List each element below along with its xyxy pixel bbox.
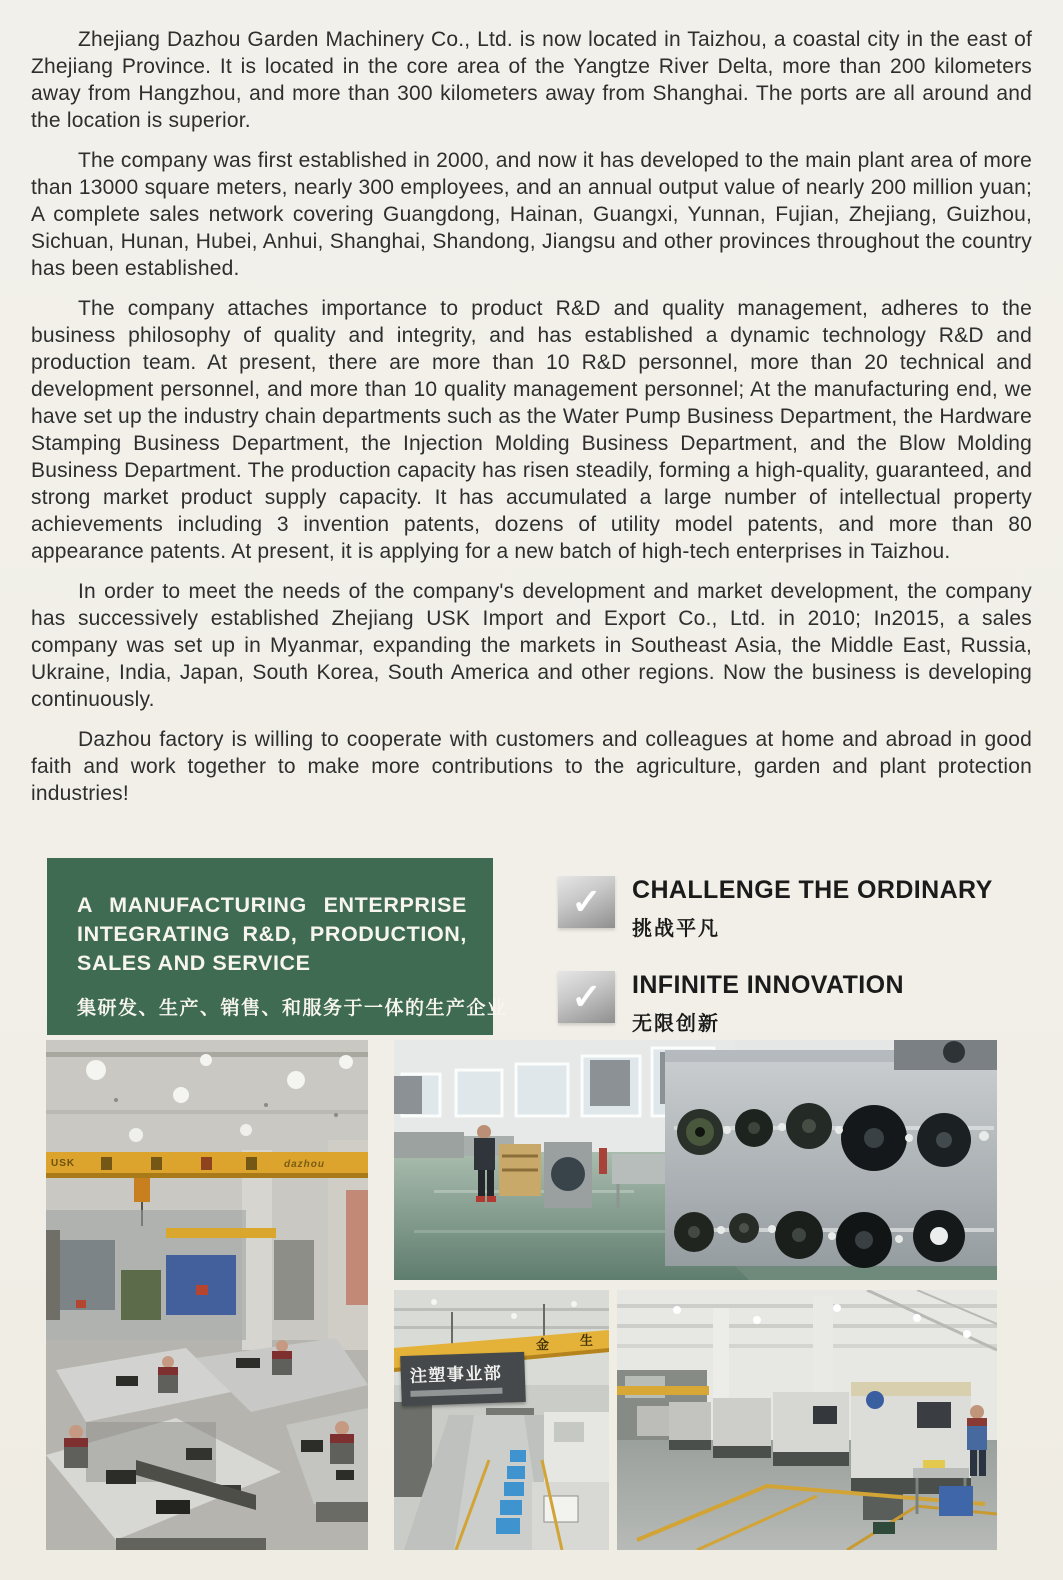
department-sign-text: 注塑事业部 [409,1363,503,1386]
slogan-infinite-innovation [558,971,904,1036]
photo-extrusion-workshop [394,1040,997,1280]
photo-injection-molding-department [394,1290,609,1550]
beam-character-1: 金 [536,1337,550,1352]
banner-line-1: A MANUFACTURING ENTERPRISE [77,893,467,917]
slogan-subtitle-zh: 挑战平凡 [632,918,720,940]
company-profile-text [31,26,1032,820]
check-glyph: ✓ [571,881,602,922]
slogan-text [632,971,904,1036]
banner-line-2: INTEGRATING R&D, PRODUCTION, [77,922,467,946]
paragraph-history: The company was first established in 2000, and now it has developed to the main plant area of more than 13000 square meters, nearly 300 employees, and an annual output value of nearly 200 million yuan; A complete sales network covering Guangdong, Hainan, Guangxi, Yunnan, Fujian, Zhejiang, Guizhou, Sichuan, Hunan, Hubei, Anhui, Shanghai, Shandong, Jiangsu and other provinces throughout the country has been established. [31,149,1032,280]
crane-label-dazhou: dazhou [284,1159,325,1170]
photo-assembly-workshop-illustration [46,1040,368,1550]
slogan-challenge-the-ordinary [558,876,993,941]
department-sign [400,1352,526,1406]
photo-assembly-workshop [46,1040,368,1550]
banner-subtitle-zh: 集研发、生产、销售、和服务于一体的生产企业 [77,998,508,1019]
paragraph-rnd: The company attaches importance to product R&D and quality management, adheres to the business philosophy of quality and integrity, and has established a dynamic technology R&D and production team. At present, there are more than 10 R&D personnel, more than 20 technical and development personnel, and more than 10 quality management personnel; At the manufacturing end, we have set up the industry chain departments such as the Water Pump Business Department, the Hardware Stamping Business Department, the Injection Molding Business Department, and the Blow Molding Business Department. The production capacity has risen steadily, forming a high-quality, guaranteed, and strong market product supply capacity. It has accumulated a large number of intellectual property achievements including 3 invention patents, dozens of utility model patents, and more than 80 appearance patents. At present, it is applying for a new batch of high-tech enterprises in Taizhou. [31,297,1032,563]
check-glyph: ✓ [571,976,602,1017]
slogan-title: INFINITE INNOVATION [632,971,904,999]
photo-extrusion-workshop-illustration [394,1040,997,1280]
photo-injection-molding-illustration [394,1290,609,1550]
photo-machine-row-workshop [617,1290,997,1550]
slogan-title: CHALLENGE THE ORDINARY [632,876,993,904]
paragraph-cooperation: Dazhou factory is willing to cooperate with customers and colleagues at home and abroad in good faith and work together to make more contributions to the agriculture, garden and plant protection industries! [31,728,1032,805]
checkmark-icon [558,876,615,928]
photo-machine-row-illustration [617,1290,997,1550]
checkmark-icon [558,971,615,1023]
slogan-text [632,876,993,941]
slogan-subtitle-zh: 无限创新 [632,1013,720,1035]
enterprise-banner [47,858,508,1035]
banner-line-3: SALES AND SERVICE [77,951,311,975]
crane-label-usk: USK [51,1158,76,1169]
paragraph-location: Zhejiang Dazhou Garden Machinery Co., Ltd. is now located in Taizhou, a coastal city in the east of Zhejiang Province. It is located in the core area of the Yangtze River Delta, more than 200 kilometers away from Hangzhou, and more than 300 kilometers away from Shanghai. The ports are all around and the location is superior. [31,28,1032,132]
paragraph-markets: In order to meet the needs of the company's development and market development, the company has successively established Zhejiang USK Import and Export Co., Ltd. in 2010; In2015, a sales company was set up in Myanmar, expanding the markets in Southeast Asia, the Middle East, Russia, Ukraine, India, Japan, South Korea, South America and other regions. Now the business is developing continuously. [31,580,1032,711]
department-sign-subtext-blur [410,1388,502,1397]
beam-character-2: 生 [580,1333,594,1348]
